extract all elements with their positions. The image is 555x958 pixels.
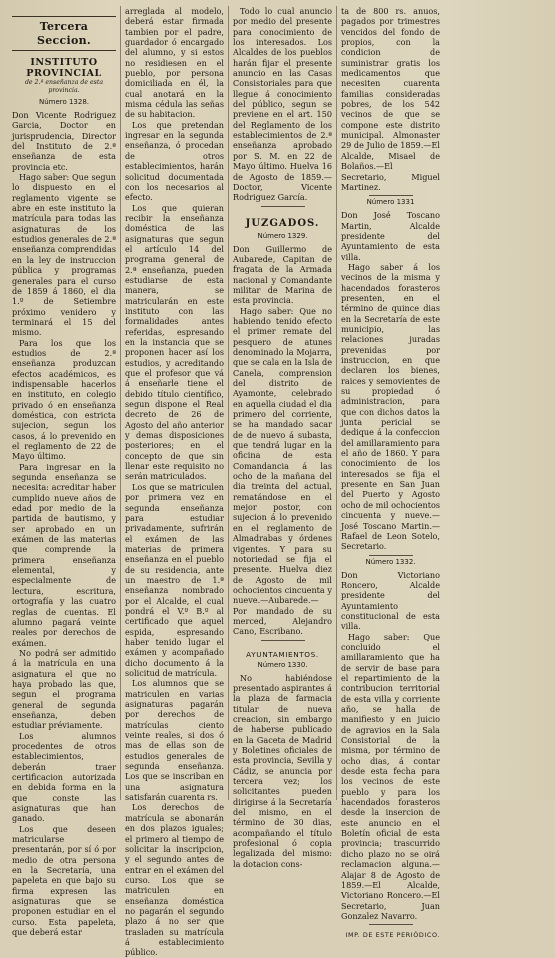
- juzgados-heading: JUZGADOS.: [245, 217, 320, 229]
- column-4: [336, 6, 444, 940]
- instituto-paragraph: Hago saber: Que segun lo dispuesto en el reglamento vigente se abre en este instituto la matrícula para todas las asignaturas de los estudios generales de 2.ª enseñanza comprendidas en la ley de instruccion pública y programas generales para el curso de 1859 á 1860, el dia 1.º de Setiembre próximo venidero y terminará el 15 del mismo.: [12, 172, 116, 338]
- notice-1332-paragraph: Hago saber: Que concluido el amillaramiento que ha de servir de base para el repartimiento de la contribucion territorial de esta villa y corriente año, se halla de manifiesto y en juicio de agravios en la Sala Consistorial de la misma, por término de ocho dias, á contar desde esta fecha para los vecinos de este pueblo y para los hacendados forasteros desde la insercion de este anuncio en el Boletín oficial de esta provincia; trascurrido dicho plazo no se oirá reclamacion alguna.—Alajar 8 de Agosto de 1859.—El Alcalde, Victoriano Roncero.—El Secretario, Juan Gonzalez Navarro.: [341, 631, 440, 921]
- notice-1331-paragraph: Don José Toscano Martin, Alcalde presidente del Ayuntamiento de esta villa.: [341, 210, 440, 262]
- instituto-paragraph: arreglada al modelo, deberá estar firmada tambien por el padre, guardador ó encargado del alumno, y si estos no residiesen en el pueblo, por persona domiciliada en él, la cual anotará en la misma cédula las señas de su habitacion.: [125, 6, 224, 120]
- divider: [369, 555, 413, 556]
- instituto-subtitle: de 2.ª enseñanza de esta provincia.: [24, 79, 104, 94]
- columns: [8, 6, 549, 958]
- column-2: [120, 6, 228, 958]
- notice-1332-paragraph: Don Victoriano Roncero, Alcalde presidente del Ayuntamiento constitucional de esta villa.: [341, 569, 440, 632]
- notice-number-1328: Número 1328.: [38, 98, 90, 106]
- column-3: [228, 6, 336, 869]
- instituto-paragraph: Los que quieran recibir la enseñanza doméstica de las asignaturas que segun el artículo 14 del programa general de 2.ª enseñanza, pueden estudiarse de esta manera, se matricularán en este instituto con las formalidades antes referidas, espresando en la instancia que se proponen hacer así los estudios, y acreditando que el profesor que vá á enseñarle tiene el debido título científico, segun dispone el Real decreto de 26 de Agosto del año anterior y demas disposiciones posteriores; en el concepto de que sin llenar este requisito no serán matriculados.: [125, 202, 224, 482]
- ayuntamientos-heading: AYUNTAMIENTOS.: [246, 649, 319, 659]
- instituto-paragraph: Los que pretendan ingresar en la segunda enseñanza, ó procedan de otros establecimientos, harán solicitud documentada con los necesarios al efecto.: [125, 119, 224, 203]
- notice-1331-paragraph: Hago saber á los vecinos de la misma y hacendados forasteros presenten, en el término de quince dias en la Secretaría de este municipio, las relaciones juradas prevenidas por instruccion, en que declaren los bienes, raices y semovientes de su propiedad ó administracion, para que con dichos datos la junta pericial se dedique á la confeccion del amillaramiento para el año de 1860. Y para conocimiento de los interesados se fija el presente en San Juan del Puerto y Agosto ocho de mil ochocientos cincuenta y nueve.—José Toscano Martin.—Rafael de Leon Sotelo, Secretario.: [341, 261, 440, 552]
- instituto-paragraph: Para ingresar en la segunda enseñanza se necesita: acreditar haber cumplido nueve años de edad por medio de la partida de bautismo, y ser aprobado en un exámen de las materias que comprende la primera enseñanza elemental, y especialmente de lectura, escritura, ortografía y las cuatro reglas de cuentas. El alumno pagará veinte reales por derechos de exámen.: [12, 461, 116, 648]
- notice-number-1329: Número 1329.: [257, 231, 308, 240]
- divider: [261, 206, 305, 207]
- ayuntamientos-paragraph: No habiéndose presentado aspirantes á la plaza de farmacia titular de nueva creacion, sin embargo de haberse publicado en la Gaceta de Madrid y Boletines oficiales de esta provincia, Sevilla y Cádiz, se anuncia por tercera vez; los solicitantes pueden dirigirse á la Secretaría del mismo, en el término de 30 dias, acompañando el título profesional ó copia legalizada del mismo: la dotacion cons-: [233, 672, 332, 869]
- column-1: [8, 6, 120, 938]
- instituto-title: INSTITUTO PROVINCIAL: [26, 57, 102, 79]
- imprint: IMP. DE ESTE PERIÓDICO.: [345, 931, 440, 940]
- juzgados-paragraph: Hago saber: Que no habiendo tenido efecto el primer remate del pesquero de atunes denominado la Mojarra, que se cala en la Isla de Canela, comprension del distrito de Ayamonte, celebrado en aquella ciudad el dia primero del corriente, se ha mandado sacar de de nuevo á subasta, que tendrá lugar en la oficina de esta Comandancia á las ocho de la mañana del dia treinta del actual, rematándose en el mejor postor, con sujecion á lo prevenido en el reglamento de Almadrabas y órdenes vigentes. Y para su notoriedad se fija el presente. Huelva diez de Agosto de mil ochocientos cincuenta y nueve.—Aubarede.—Por mandado de su merced, Alejandro Cano, Escribano.: [233, 305, 332, 637]
- instituto-paragraph: Para los que los estudios de 2.ª enseñanza produzcan efectos académicos, es indispensable hacerlos en instituto, en colegio privado ó en enseñanza doméstica, con estricta sujecion, segun los casos, á lo prevenido en el reglamento de 22 de Mayo último.: [12, 337, 116, 462]
- notice-number-1332: Número 1332.: [365, 557, 416, 566]
- instituto-paragraph: Don Vicente Rodriguez Garcia, Doctor en jurisprudencia, Director del Instituto de 2.ª enseñanza de esta provincia etc.: [12, 110, 116, 172]
- divider: [261, 640, 305, 641]
- instituto-paragraph: Los que se matriculen por primera vez en segunda enseñanza para estudiar privadamente, sufrirán el exámen de las materias de primera enseñanza en el pueblo de su residencia, ante un maestro de 1.ª enseñanza nombrado por el Alcalde, el cual pondrá el V.º B.º al certificado que aquel espida, espresando haber tenido lugar el exámen y acompañado dicho documento á la solicitud de matrícula.: [125, 481, 224, 678]
- instituto-paragraph: Los alumnos procedentes de otros establecimientos, deberán traer certificacion autorizada en debida forma en la que conste las asignaturas que han ganado.: [12, 730, 116, 824]
- divider: [369, 195, 413, 196]
- instituto-paragraph: Los derechos de matrícula se abonarán en dos plazos iguales; el primero al tiempo de solicitar la inscripcion, y el segundo antes de entrar en el exámen del curso. Los que se matriculen en enseñanza doméstica no pagarán el segundo plazo á no ser que trasladen su matrícula á establecimiento público.: [125, 802, 224, 958]
- ayuntamientos-paragraph: ta de 800 rs. anuos, pagados por trimestres vencidos del fondo de propios, con la condicion de suministrar gratis los medicamentos que necesiten cuarenta familias consideradas pobres, de los 542 vecinos de que se compone este distrito municipal. Almonaster 29 de Julio de 1859.—El Alcalde, Misael de Bolaños.—El Secretario, Miguel Martinez.: [341, 6, 440, 192]
- instituto-paragraph: Los alumnos que se matriculen en varias asignaturas pagarán por derechos de matrículas ciento veinte reales, si dos ó mas de ellas son de estudios generales de segunda enseñanza. Los que se inscriban en una asignatura satisfarán cuarenta rs.: [125, 678, 224, 803]
- divider: [369, 924, 413, 925]
- notice-number-1330: Número 1330.: [257, 660, 308, 669]
- instituto-paragraph: No podrá ser admitido á la matrícula en una asignatura el que no haya probado las que, segun el programa general de segunda enseñanza, deben estudiar préviamente.: [12, 647, 116, 731]
- instituto-paragraph: Los que deseen matricularse presentarán, por sí ó por medio de otra persona en la Secretaría, una papeleta en que bajo su firma expresen las asignaturas que se proponen estudiar en el curso. Esta papeleta, que deberá estar: [12, 823, 116, 938]
- notice-number-1331: Número 1331: [366, 198, 415, 207]
- juzgados-paragraph: Don Guillermo de Aubarede, Capitan de fragata de la Armada nacional y Comandante militar de Marina de esta provincia.: [233, 243, 332, 306]
- instituto-closing-paragraph: Todo lo cual anuncio por medio del presente para conocimiento de los interesados. Los Alcaldes de los pueblos harán fijar el presente anuncio en las Casas Consistoriales para que llegue á conocimiento del público, segun se previene en el art. 150 del Reglamento de los establecimientos de 2.ª enseñanza aprobado por S. M. en 22 de Mayo último. Huelva 16 de Agosto de 1859.—Doctor, Vicente Rodriguez García.: [233, 6, 332, 203]
- section-title: Tercera Seccion.: [12, 16, 116, 51]
